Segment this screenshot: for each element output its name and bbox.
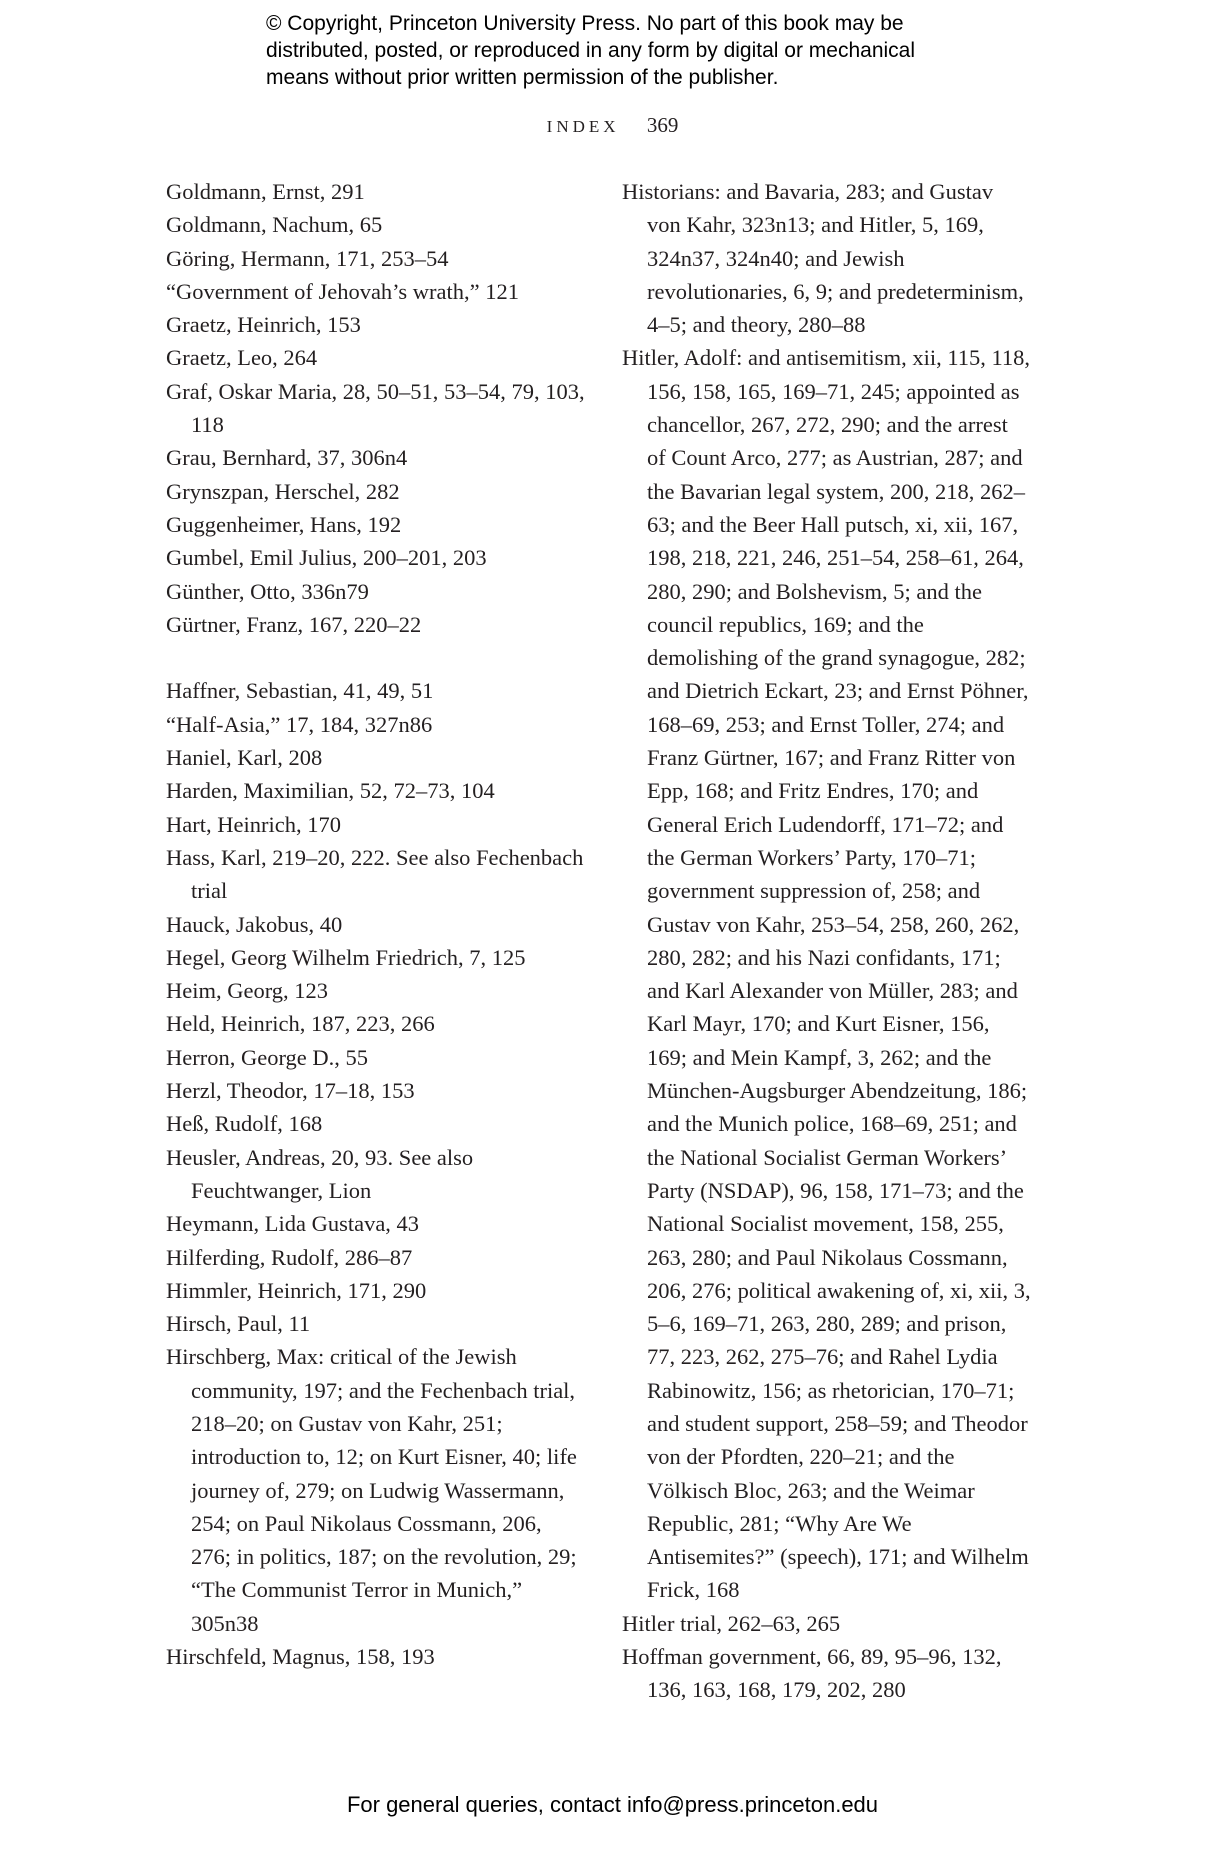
index-entry: Harden, Maximilian, 52, 72–73, 104	[166, 778, 495, 804]
letter-group-gap	[166, 641, 586, 674]
index-entry: Hass, Karl, 219–20, 222. See also Fechenbach trial	[166, 844, 584, 904]
index-entry: Hoffman government, 66, 89, 95–96, 132, 136, 163, 168, 179, 202, 280	[622, 1644, 1002, 1703]
index-entry: “Half-Asia,” 17, 184, 327n86	[166, 711, 433, 737]
index-entry: Günther, Otto, 336n79	[166, 578, 369, 604]
index-entry: Heß, Rudolf, 168	[166, 1111, 323, 1137]
index-entry: Grau, Bernhard, 37, 306n4	[166, 445, 408, 471]
index-entry: Historians: and Bavaria, 283; and Gustav von Kahr, 323n13; and Hitler, 5, 169, 324n37, 324n40; and Jewish revolutionaries, 6, 9; and predeterminism, 4–5; and theory, 280–88	[622, 179, 1024, 338]
index-entry: Graetz, Heinrich, 153	[166, 312, 361, 338]
index-entry: Hart, Heinrich, 170	[166, 811, 341, 837]
footer-contact: For general queries, contact info@press.princeton.edu	[346, 1792, 879, 1817]
index-entry: Heusler, Andreas, 20, 93. See also Feuchtwanger, Lion	[166, 1144, 474, 1203]
index-entry: Heymann, Lida Gustava, 43	[166, 1211, 420, 1237]
index-entry: Haniel, Karl, 208	[166, 745, 323, 771]
index-column-left	[166, 175, 586, 1673]
index-entry: Herron, George D., 55	[166, 1044, 369, 1070]
index-entry: Hitler, Adolf: and antisemitism, xii, 115, 118, 156, 158, 165, 169–71, 245; appointed as chancellor, 267, 272, 290; and the arrest of Count Arco, 277; as Austrian, 287; and the Bavarian legal system, 200, 218, 262–63; and the Beer Hall putsch, xi, xii, 167, 198, 218, 221, 246, 251–54, 258–61, 264, 280, 290; and Bolshevism, 5; and the council republics, 169; and the demolishing of the grand synagogue, 282; and Dietrich Eckart, 23; and Ernst Pöhner, 168–69, 253; and Ernst Toller, 274; and Franz Gürtner, 167; and Franz Ritter von Epp, 168; and Fritz Endres, 170; and General Erich Ludendorff, 171–72; and the German Workers’ Party, 170–71; government suppression of, 258; and Gustav von Kahr, 253–54, 258, 260, 262, 280, 282; and his Nazi confidants, 171; and Karl Alexander von Müller, 283; and Karl Mayr, 170; and Kurt Eisner, 156, 169; and Mein Kampf, 3, 262; and the München-Augsburger Abendzeitung, 186; and the Munich police, 168–69, 251; and the National Socialist German Workers’ Party (NSDAP), 96, 158, 171–73; and the National Socialist movement, 158, 255, 263, 280; and Paul Nikolaus Cossmann, 206, 276; political awakening of, xi, xii, 3, 5–6, 169–71, 263, 280, 289; and prison, 77, 223, 262, 275–76; and Rahel Lydia Rabinowitz, 156; as rhetorician, 170–71; and student support, 258–59; and Theodor von der Pfordten, 220–21; and the Völkisch Bloc, 263; and the Weimar Republic, 281; “Why Are We Antisemites?” (speech), 171; and Wilhelm Frick, 168	[622, 345, 1031, 1603]
index-entry: Hirschberg, Max: critical of the Jewish community, 197; and the Fechenbach trial, 218–20; on Gustav von Kahr, 251; introduction to, 12; on Kurt Eisner, 40; life journey of, 279; on Ludwig Wassermann, 254; on Paul Nikolaus Cossmann, 206, 276; in politics, 187; on the revolution, 29; “The Communist Terror in Munich,” 305n38	[166, 1344, 577, 1636]
index-column-right	[622, 175, 1032, 1707]
index-entry: Gürtner, Franz, 167, 220–22	[166, 611, 422, 637]
copyright-line: © Copyright, Princeton University Press. No part of this book may be	[266, 12, 904, 35]
index-entry: Held, Heinrich, 187, 223, 266	[166, 1011, 435, 1037]
index-entry: Goldmann, Ernst, 291	[166, 179, 365, 204]
copyright-line: distributed, posted, or reproduced in any form by digital or mechanical	[266, 39, 916, 62]
index-entry: Hitler trial, 262–63, 265	[622, 1610, 841, 1636]
index-entry: Himmler, Heinrich, 171, 290	[166, 1277, 427, 1303]
index-entry: Gumbel, Emil Julius, 200–201, 203	[166, 545, 487, 571]
running-head	[0, 113, 1225, 138]
index-entry: Hilferding, Rudolf, 286–87	[166, 1244, 413, 1270]
index-entry: Guggenheimer, Hans, 192	[166, 511, 402, 537]
index-entry: Göring, Hermann, 171, 253–54	[166, 245, 449, 271]
page-number: 369	[646, 113, 679, 137]
running-head-label: INDEX	[546, 117, 620, 136]
index-entry: “Government of Jehovah’s wrath,” 121	[166, 278, 520, 304]
copyright-line: means without prior written permission of the publisher.	[266, 66, 779, 89]
copyright-notice	[266, 10, 1026, 91]
index-entry: Goldmann, Nachum, 65	[166, 212, 383, 238]
index-entry: Graetz, Leo, 264	[166, 345, 318, 371]
index-entry: Hegel, Georg Wilhelm Friedrich, 7, 125	[166, 944, 526, 970]
index-entry: Hirschfeld, Magnus, 158, 193	[166, 1644, 435, 1670]
index-entry: Hauck, Jakobus, 40	[166, 911, 343, 937]
index-entry: Graf, Oskar Maria, 28, 50–51, 53–54, 79, 103, 118	[166, 378, 585, 438]
index-entry: Heim, Georg, 123	[166, 978, 329, 1004]
index-entry: Haffner, Sebastian, 41, 49, 51	[166, 678, 434, 704]
index-entry: Grynszpan, Herschel, 282	[166, 478, 400, 504]
index-entry: Herzl, Theodor, 17–18, 153	[166, 1078, 415, 1104]
index-entry: Hirsch, Paul, 11	[166, 1311, 311, 1337]
